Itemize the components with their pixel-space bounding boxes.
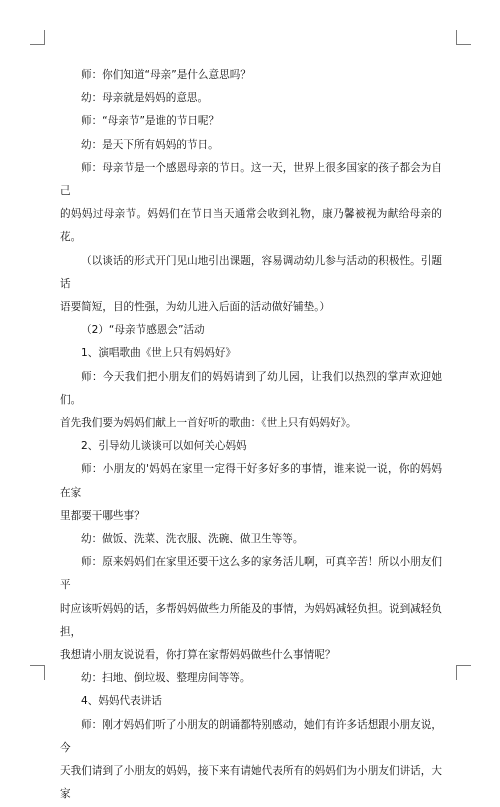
text-line: 师：小朋友的'妈妈在家里一定得干好多好多的事情，谁来说一说，你的妈妈在家: [60, 463, 442, 499]
text-line: 4、妈妈代表讲话: [81, 695, 162, 708]
text-line: 幼：是天下所有妈妈的节日。: [81, 138, 219, 151]
text-line: （以谈话的形式开门见山地引出课题，容易调动幼儿参与活动的积极性。引题话: [60, 254, 442, 290]
crop-mark-top-left: [30, 30, 45, 45]
paragraph: [60, 435, 442, 458]
paragraph: [60, 110, 442, 133]
text-line: 2、引导幼儿谈谈可以如何关心妈妈: [81, 440, 247, 453]
paragraph: [60, 250, 442, 320]
paragraph: [60, 551, 442, 667]
paragraph: [60, 342, 442, 365]
text-line: 师：“母亲节”是谁的节日呢？: [81, 115, 220, 128]
paragraph: [60, 458, 442, 528]
text-line: 师：你们知道“母亲”是什么意思吗？: [81, 69, 251, 81]
text-line: 的妈妈过母亲节。妈妈们在节日当天通常会收到礼物，康乃馨被视为献给母亲的花。: [60, 208, 442, 244]
paragraph: [60, 134, 442, 157]
paragraph: [60, 667, 442, 690]
paragraph: [60, 64, 442, 87]
text-line: 时应该听妈妈的话，多帮妈妈做些力所能及的事情，为妈妈减轻负担。说到减轻负担，: [60, 602, 442, 638]
paragraph: [60, 157, 442, 250]
text-line: 幼：扫地、倒垃圾、整理房间等等。: [81, 672, 251, 685]
text-line: 首先我们要为妈妈们献上一首好听的歌曲：《世上只有妈妈好》。: [60, 417, 357, 430]
text-line: 1、演唱歌曲《世上只有妈妈好》: [81, 347, 237, 360]
paragraph: [60, 319, 442, 342]
text-line: 师：刚才妈妈们听了小朋友的朗诵都特别感动，她们有许多话想跟小朋友说，今: [60, 718, 442, 754]
text-line: 幼：母亲就是妈妈的意思。: [81, 92, 209, 105]
text-line: 师：今天我们把小朋友们的妈妈请到了幼儿园，让我们以热烈的掌声欢迎她们。: [60, 370, 442, 406]
text-line: （2）“母亲节感恩会”活动: [81, 324, 205, 337]
paragraph: [60, 690, 442, 713]
paragraph: [60, 87, 442, 110]
paragraph: [60, 714, 442, 807]
text-line: 天我们请到了小朋友的妈妈，接下来有请她代表所有的妈妈们为小朋友们讲话，大家: [60, 765, 442, 801]
document-body: [60, 64, 442, 807]
text-line: 幼：做饭、洗菜、洗衣服、洗碗、做卫生等等。: [81, 533, 304, 546]
crop-mark-bottom-left: [30, 665, 45, 680]
text-line: 语要简短，目的性强，为幼儿进入后面的活动做好铺垫。）: [60, 301, 331, 314]
crop-mark-top-right: [456, 30, 471, 45]
text-line: 里都要干哪些事？: [60, 509, 145, 522]
crop-mark-bottom-right: [456, 665, 471, 680]
text-line: 师：原来妈妈们在家里还要干这么多的家务活儿啊，可真辛苦！所以小朋友们平: [60, 556, 442, 592]
text-line: 我想请小朋友说说看，你打算在家帮妈妈做些什么事情呢？: [60, 649, 336, 662]
text-line: 师：母亲节是一个感恩母亲的节日。这一天，世界上很多国家的孩子都会为自己: [60, 161, 442, 198]
paragraph: [60, 366, 442, 436]
paragraph: [60, 528, 442, 551]
